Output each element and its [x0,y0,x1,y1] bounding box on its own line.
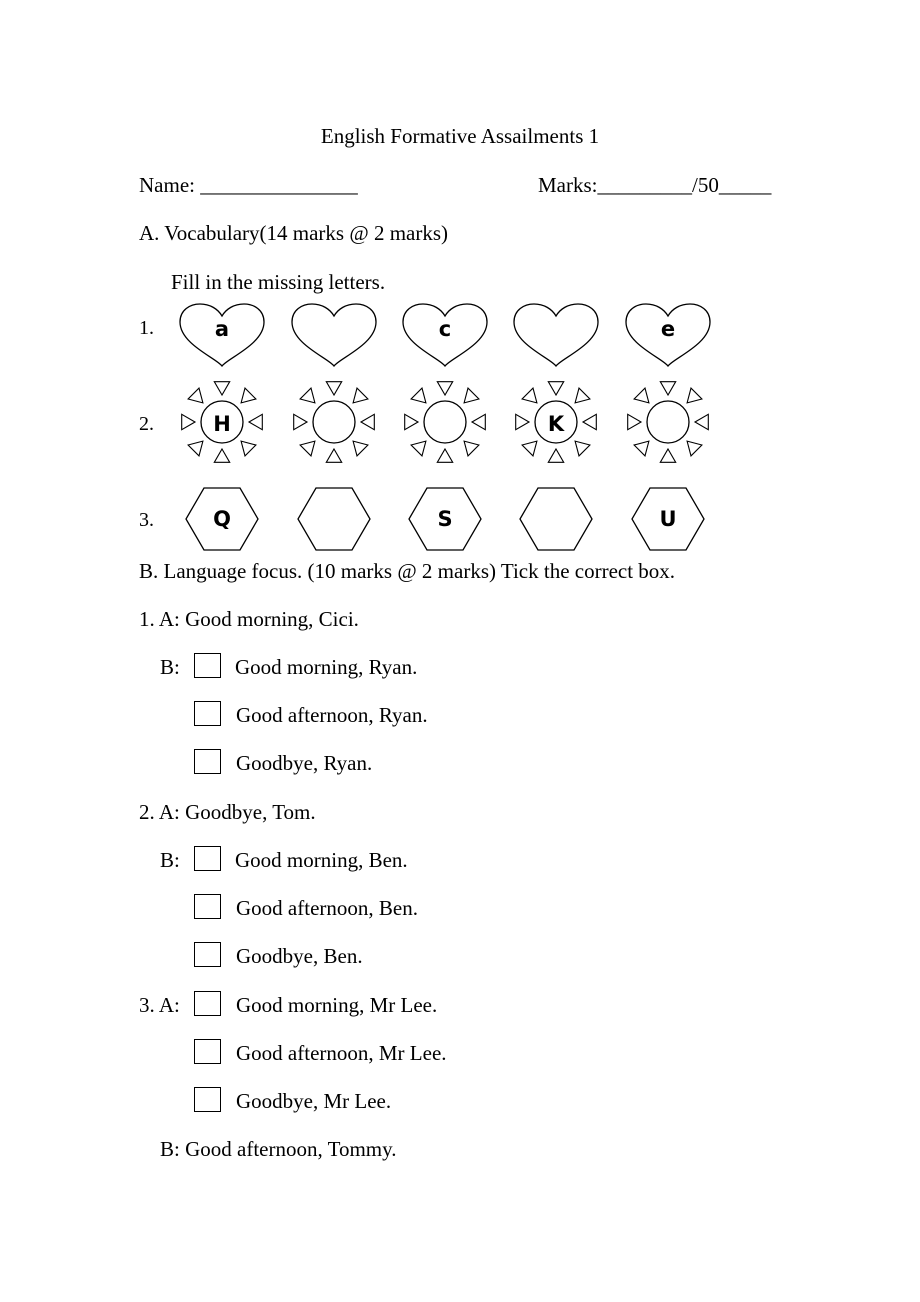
option-label: Goodbye, Mr Lee. [236,1089,392,1113]
option-label: Good morning, Ryan. [235,655,418,679]
option-label: Good afternoon, Ben. [236,896,418,920]
tick-checkbox[interactable] [194,653,221,678]
tick-checkbox[interactable] [194,846,221,871]
tick-checkbox[interactable] [194,701,221,726]
sun-shape[interactable] [618,372,718,472]
shape-letter: H [213,412,231,436]
page-title: English Formative Assailments 1 [320,124,600,148]
marks-field[interactable]: Marks:_________/50_____ [538,173,772,197]
row-number: 2. [139,413,154,435]
row-number: 3. [139,509,154,531]
shape-letter: Q [213,507,231,531]
tick-checkbox[interactable] [194,942,221,967]
tick-checkbox[interactable] [194,991,221,1016]
sun-row [0,372,920,472]
row-number: 1. [139,317,154,339]
shape-letter: K [547,412,565,436]
option-label: Good morning, Mr Lee. [236,993,438,1017]
shape-letter: a [214,317,230,341]
shape-letter: c [438,317,452,341]
sun-shape[interactable] [172,372,272,472]
name-field[interactable]: Name: _______________ [139,173,358,197]
sun-shape[interactable] [395,372,495,472]
sun-shape[interactable] [284,372,384,472]
answer-speaker: B: [160,848,180,872]
option-label: Goodbye, Ryan. [236,751,373,775]
question-prompt: 2. A: Goodbye, Tom. [139,800,316,824]
section-a-heading: A. Vocabulary(14 marks @ 2 marks) [139,221,449,245]
answer-speaker: B: [160,655,180,679]
tick-checkbox[interactable] [194,1039,221,1064]
question-prompt: 1. A: Good morning, Cici. [139,607,359,631]
option-label: Goodbye, Ben. [236,944,363,968]
option-label: Good morning, Ben. [235,848,408,872]
question-speaker: 3. A: [139,993,180,1017]
sun-shape[interactable] [506,372,606,472]
tick-checkbox[interactable] [194,894,221,919]
option-label: Good afternoon, Mr Lee. [236,1041,447,1065]
section-a-instruction: Fill in the missing letters. [171,270,386,294]
section-b-heading: B. Language focus. (10 marks @ 2 marks) Tick the correct box. [139,559,676,583]
tick-checkbox[interactable] [194,749,221,774]
shape-letter: e [660,317,676,341]
tick-checkbox[interactable] [194,1087,221,1112]
response-line: B: Good afternoon, Tommy. [160,1137,397,1161]
option-label: Good afternoon, Ryan. [236,703,428,727]
shape-letter: S [437,507,453,531]
shape-letter: U [659,507,677,531]
